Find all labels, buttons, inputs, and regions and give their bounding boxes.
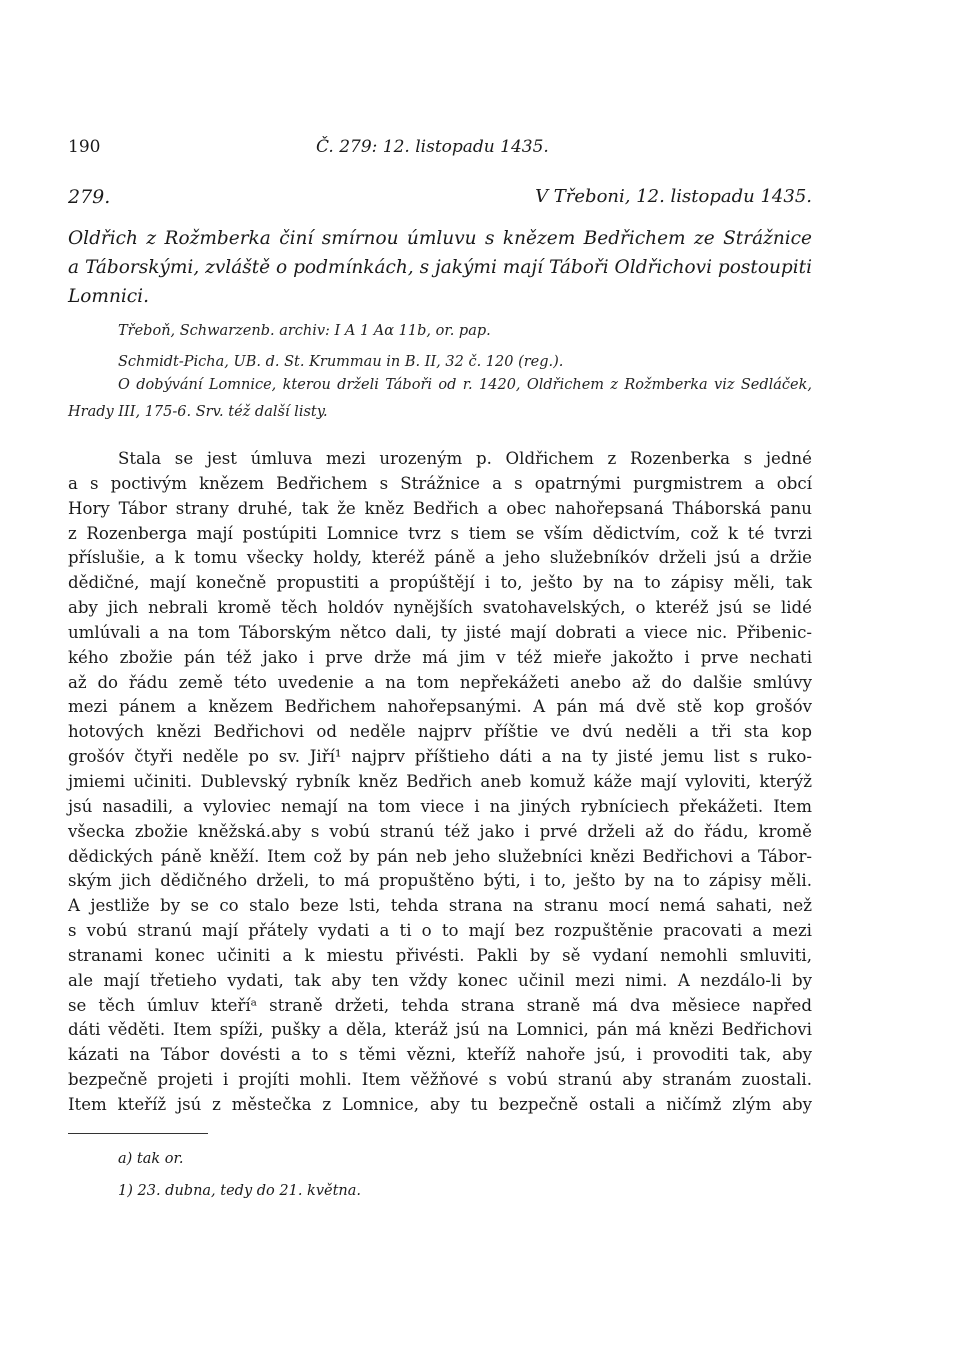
document-number: 279. (68, 186, 111, 208)
body-line: dědičné, mají konečně propustiti a propúštějí i to, ješto by na to zápisy měli, tak (68, 573, 812, 593)
running-title: Č. 279: 12. listopadu 1435. (316, 137, 549, 157)
body-line: a s poctivým knězem Bedřichem s Strážnice a s opatrnými purgmistrem a obcí (68, 473, 812, 493)
body-line: A jestliže by se co stalo beze lsti, tehda strana na stranu mocí nemá sahati, než (68, 896, 812, 916)
regest-line: Lomnici. (68, 286, 149, 307)
source-line: Třeboň, Schwarzenb. archiv: I A 1 Aα 11b, or. pap. (118, 323, 491, 339)
body-line: Stala se jest úmluva mezi urozeným p. Oldřichem z Rozenberka s jedné (118, 449, 812, 468)
source-citations (118, 318, 563, 376)
page-number: 190 (68, 137, 101, 157)
body-line: hotových knězi Bedřichovi od neděle najprv příštie ve dvú neděli a tři sta kop (68, 722, 812, 742)
source-line: Schmidt-Picha, UB. d. St. Krummau in B. II, 32 č. 120 (reg.). (118, 354, 564, 370)
body-line: aby jich nebrali kromě těch holdóv nynějších svatohavelských, o kteréž jsú se lidé (68, 598, 812, 618)
footnotes (118, 1143, 361, 1207)
body-line: kého zbožie pán též jako i prve drže má jim v též mieře jakožto i prve nechati (68, 647, 812, 667)
body-line: Item kteříž jsú z městečka z Lomnice, aby tu bezpečně ostali a ničímž zlým aby (68, 1094, 812, 1114)
body-line: ským jich dědičného drželi, to má propuštěno býti, i to, ješto by na to zápisy měli. (68, 871, 812, 891)
body-line: Hory Tábor strany druhé, tak že kněz Bedřich a obec nahořepsaná Tháborská panu (68, 498, 812, 518)
body-line: bezpečně projeti i projíti mohli. Item věžňové s vobú stranú aby stranám zuostali. (68, 1070, 812, 1090)
document-place-date: V Třeboni, 12. listopadu 1435. (535, 186, 812, 207)
note-line: O dobývání Lomnice, kterou drželi Táboři od r. 1420, Oldřichem z Rožmberka viz Sedláček, (118, 377, 812, 393)
regest-line: Oldřich z Rožmberka činí smírnou úmluvu s knězem Bedřichem ze Strážnice (68, 228, 812, 249)
body-line: s vobú stranú mají přátely vydati a ti o to mají bez rozpuštěnie pracovati a mezi (68, 921, 812, 941)
body-line: kázati na Tábor dovésti a to s těmi vězni, kteříž nahoře jsú, i provoditi tak, aby (68, 1045, 812, 1065)
body-line: dědických páně kněží. Item což by pán neb jeho služebníci knězi Bedřichovi a Tábor- (68, 846, 812, 866)
body-line: dáti věděti. Item spíži, pušky a děla, kteráž jsú na Lomnici, pán má knězi Bedřichovi (68, 1020, 812, 1040)
document-body (68, 447, 812, 1118)
body-line: mezi pánem a knězem Bedřichem nahořepsanými. A pán má dvě stě kop grošóv (68, 697, 812, 717)
literature-note (68, 372, 812, 426)
footnote-separator (68, 1133, 208, 1134)
regest-line: a Táborskými, zvláště o podmínkách, s jakými mají Táboři Oldřichovi postoupiti (68, 257, 812, 278)
body-line: až do řádu země této uvedenie a na tom nepřekážeti anebo až do dalšie smlúvy (68, 672, 812, 692)
footnote: a) tak or. (118, 1151, 184, 1167)
footnote: 1) 23. dubna, tedy do 21. května. (118, 1183, 362, 1199)
body-line: všecka zbožie kněžská.aby s vobú stranú též jako i prvé drželi až do řádu, kromě (68, 821, 812, 841)
body-line: jsú nasadili, a vyloviec nemají na tom viece i na jiných rybníciech překážeti. Item (68, 796, 812, 816)
body-line: příslušie, a k tomu všecky holdy, kteréž páně a jeho služebníkóv drželi jsú a držie (68, 548, 812, 568)
body-line: jmiemi učiniti. Dublevský rybník kněz Bedřich aneb komuž káže mají vyloviti, kterýž (68, 771, 812, 791)
body-line: ale mají třetieho vydati, tak aby ten vždy konec učinil mezi nimi. A nezdálo-li by (68, 970, 812, 990)
note-line: Hrady III, 175-6. Srv. též další listy. (68, 404, 328, 420)
regest (68, 224, 812, 311)
body-line: se těch úmluv kteříᵃ straně držeti, tehda strana straně má dva měsiece napřed (68, 995, 812, 1015)
body-line: stranami konec učiniti a k miestu přivésti. Pakli by sě vydaní nemohli smluviti, (68, 945, 812, 965)
body-line: umlúvali a na tom Táborským nětco dali, ty jisté mají dobrati a viece nic. Přibenic- (68, 622, 812, 642)
body-line: z Rozenberga mají postúpiti Lomnice tvrz s tiem se vším dědictvím, což k té tvrzi (68, 523, 812, 543)
body-line: grošóv čtyři neděle po sv. Jiří¹ najprv příštieho dáti a na ty jisté jemu list s ruko- (68, 747, 812, 767)
